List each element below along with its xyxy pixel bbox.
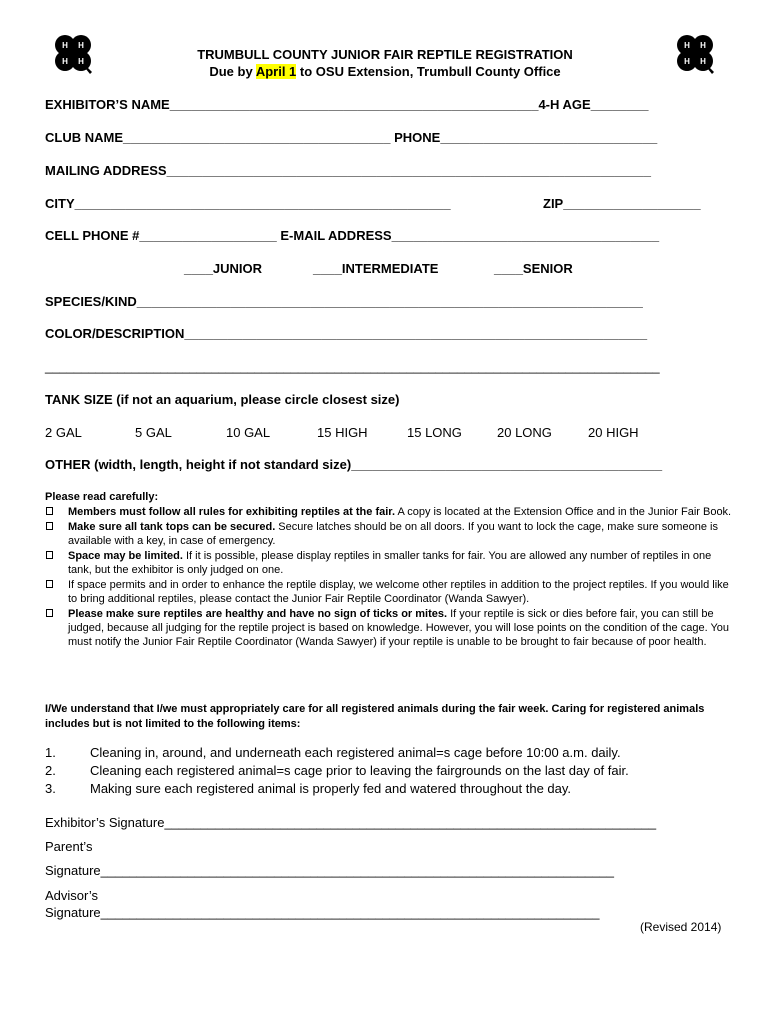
care-item-number: 1.	[45, 745, 56, 760]
rule-item	[45, 505, 735, 519]
care-item-text: Cleaning each registered animal=s cage prior to leaving the fairgrounds on the last day of fair.	[90, 763, 629, 778]
care-item-text: Making sure each registered animal is properly fed and watered throughout the day.	[90, 781, 572, 796]
cell-phone-email-field[interactable]: CELL PHONE #___________________ E-MAIL ADDRESS_____________________________________	[45, 228, 660, 243]
tank-size-option[interactable]: 20 HIGH	[588, 425, 639, 440]
rule-bold-text: Space may be limited.	[68, 550, 183, 562]
deadline-suffix: to OSU Extension, Trumbull County Office	[296, 64, 561, 79]
zip-field[interactable]: ZIP___________________	[543, 196, 701, 211]
rule-text: If space permits and in order to enhance the reptile display, we welcome other reptiles in addition to the project reptiles. If you would like to bring additional reptiles, please contact the Junior Fair Reptile Coordinator (Wanda Sawyer).	[68, 579, 729, 605]
division-intermediate[interactable]: ____INTERMEDIATE	[313, 261, 439, 276]
svg-text:H: H	[700, 57, 706, 66]
bullet-box-icon	[46, 522, 53, 530]
deadline-date-highlight: April 1	[255, 64, 297, 79]
rule-item	[45, 520, 735, 548]
rules-section	[45, 490, 735, 650]
mailing-address-field[interactable]: MAILING ADDRESS___________________________________________________________________	[45, 163, 651, 178]
exhibitor-signature-field[interactable]: Exhibitor’s Signature____________________________________________________________________	[45, 815, 657, 830]
rule-item	[45, 549, 735, 577]
city-field[interactable]: CITY____________________________________________________	[45, 196, 451, 211]
species-field[interactable]: SPECIES/KIND______________________________________________________________________	[45, 294, 643, 309]
tank-size-option[interactable]: 15 HIGH	[317, 425, 368, 440]
bullet-box-icon	[46, 507, 53, 515]
bullet-box-icon	[46, 609, 53, 617]
rule-text: If it is possible, please display reptiles in smaller tanks for fair. You are allowed any number of reptiles in one tank, but the exhibitor is only judged on one.	[68, 550, 712, 576]
rule-item	[45, 607, 735, 649]
color-description-field[interactable]: COLOR/DESCRIPTION________________________________________________________________	[45, 326, 648, 341]
svg-text:H: H	[78, 57, 84, 66]
advisor-signature-field[interactable]: Signature_____________________________________________________________________	[45, 905, 600, 920]
rule-bold-text: Members must follow all rules for exhibiting reptiles at the fair.	[68, 506, 396, 518]
form-title: TRUMBULL COUNTY JUNIOR FAIR REPTILE REGISTRATION	[197, 47, 573, 62]
other-tank-size-field[interactable]: OTHER (width, length, height if not standard size)___________________________________________	[45, 457, 663, 472]
rule-text: A copy is located at the Extension Office and in the Junior Fair Book.	[395, 506, 732, 518]
tank-size-option[interactable]: 2 GAL	[45, 425, 82, 440]
svg-text:H: H	[62, 41, 68, 50]
revision-note: (Revised 2014)	[640, 920, 722, 934]
rule-text: Secure latches should be on all doors. If you want to lock the cage, make sure someone is available with a key, in case of emergency.	[68, 521, 718, 547]
rule-bold-text: Please make sure reptiles are healthy and have no sign of ticks or mites.	[68, 608, 448, 620]
parent-label: Parent’s	[45, 839, 93, 854]
extra-description-line[interactable]: _____________________________________________________________________________________	[45, 359, 660, 374]
svg-text:H: H	[684, 41, 690, 50]
advisor-label: Advisor’s	[45, 888, 98, 903]
parent-signature-field[interactable]: Signature_______________________________________________________________________	[45, 863, 614, 878]
bullet-box-icon	[46, 580, 53, 588]
care-item-text: Cleaning in, around, and underneath each registered animal=s cage before 10:00 a.m. daily.	[90, 745, 621, 760]
care-statement: I/We understand that I/we must appropriately care for all registered animals during the fair week. Caring for registered animals includes but is not limited to the following items:	[45, 703, 705, 730]
tank-size-option[interactable]: 5 GAL	[135, 425, 172, 440]
bullet-box-icon	[46, 551, 53, 559]
rule-bold-text: Make sure all tank tops can be secured.	[68, 521, 276, 533]
rule-text: If your reptile is sick or dies before fair, you can still be judged, because all judging for the reptile project is based on knowledge. However, you will lose points on the condition of the cage. You must notify the Junior Fair Reptile Coordinator (Wanda Sawyer) if your reptile is unable to be brought to fair because of poor health.	[68, 608, 730, 648]
svg-text:H: H	[700, 41, 706, 50]
rules-heading: Please read carefully:	[45, 491, 159, 503]
form-deadline	[0, 64, 770, 79]
division-senior[interactable]: ____SENIOR	[494, 261, 573, 276]
care-item-number: 3.	[45, 781, 56, 796]
club-name-field[interactable]: CLUB NAME_____________________________________ PHONE______________________________	[45, 130, 658, 145]
care-item-number: 2.	[45, 763, 56, 778]
tank-size-option[interactable]: 20 LONG	[497, 425, 552, 440]
exhibitor-name-field[interactable]: EXHIBITOR’S NAME___________________________________________________4-H AGE________	[45, 97, 649, 112]
division-junior[interactable]: ____JUNIOR	[184, 261, 263, 276]
tank-size-option[interactable]: 10 GAL	[226, 425, 271, 440]
deadline-prefix: Due by	[209, 64, 256, 79]
svg-text:H: H	[78, 41, 84, 50]
tank-size-heading: TANK SIZE (if not an aquarium, please circle closest size)	[45, 392, 400, 407]
tank-size-option[interactable]: 15 LONG	[407, 425, 462, 440]
svg-text:H: H	[684, 57, 690, 66]
svg-text:H: H	[62, 57, 68, 66]
rule-item	[45, 578, 735, 606]
